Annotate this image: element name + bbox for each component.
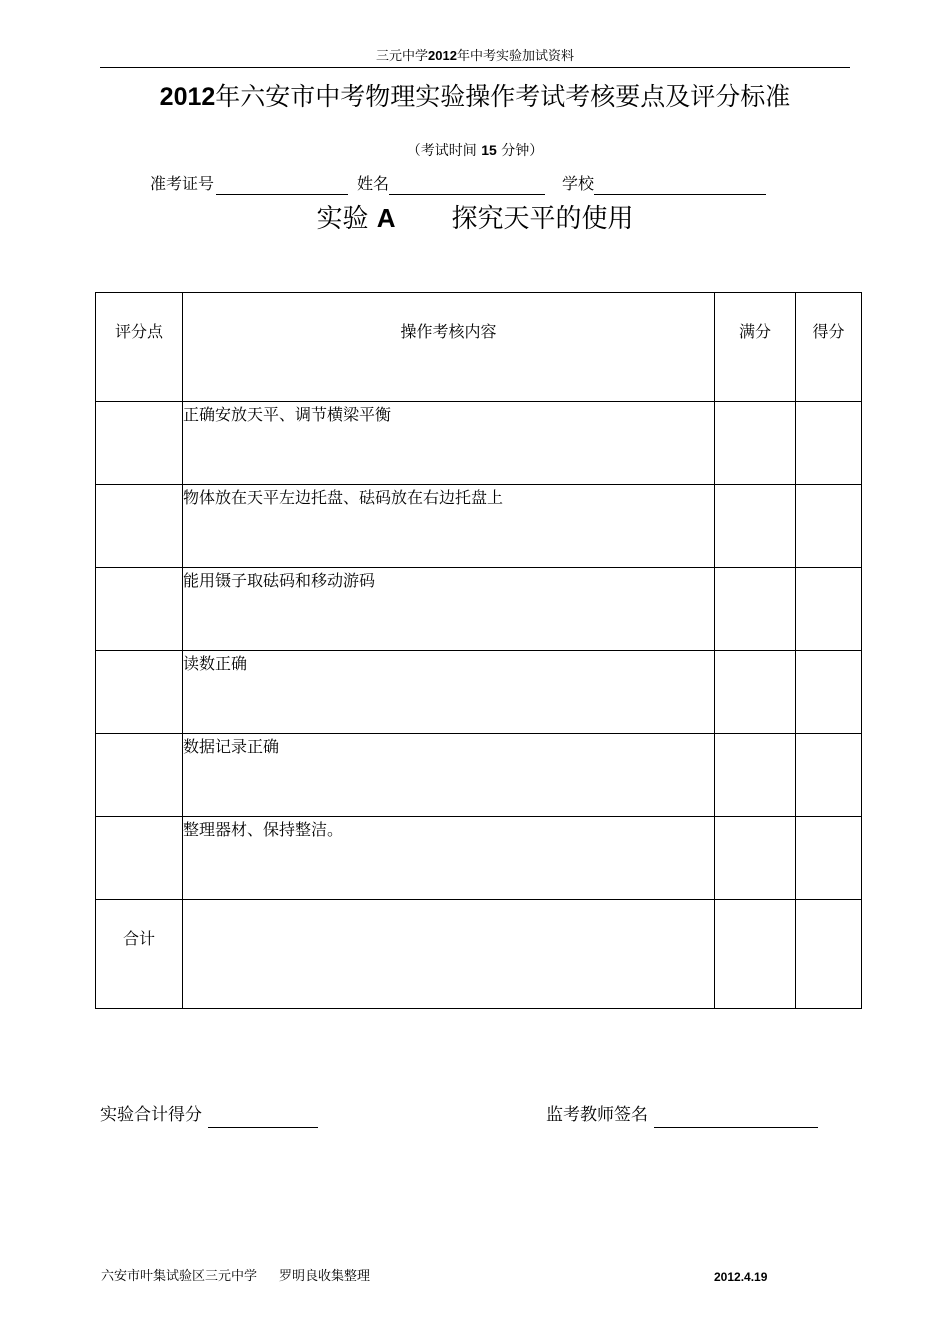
name-label: 姓名 xyxy=(357,174,390,193)
row-full-marks[interactable] xyxy=(715,817,796,900)
total-score-label: 实验合计得分 xyxy=(100,1105,202,1125)
experiment-name: 探究天平的使用 xyxy=(451,204,634,234)
header-rule xyxy=(100,67,850,68)
experiment-letter: A xyxy=(376,203,396,233)
row-full-marks[interactable] xyxy=(715,402,796,485)
row-score[interactable] xyxy=(796,651,862,734)
total-score-blank[interactable] xyxy=(208,1127,318,1128)
row-score[interactable] xyxy=(796,568,862,651)
experiment-label: 实验 xyxy=(316,204,369,234)
header-score: 得分 xyxy=(796,293,862,402)
experiment-title xyxy=(0,200,950,237)
total-label: 合计 xyxy=(96,900,183,1009)
total-row xyxy=(96,900,862,1009)
exam-id-blank[interactable] xyxy=(216,194,348,195)
table-row xyxy=(96,568,862,651)
table-row xyxy=(96,734,862,817)
row-point xyxy=(96,568,183,651)
row-full-marks[interactable] xyxy=(715,568,796,651)
total-score[interactable] xyxy=(796,900,862,1009)
row-point xyxy=(96,402,183,485)
total-content xyxy=(183,900,715,1009)
row-content: 正确安放天平、调节横梁平衡 xyxy=(183,402,715,485)
header-suffix: 年中考实验加试资料 xyxy=(456,49,574,64)
row-content: 数据记录正确 xyxy=(183,734,715,817)
row-content: 物体放在天平左边托盘、砝码放在右边托盘上 xyxy=(183,485,715,568)
table-row xyxy=(96,651,862,734)
footer-compiler: 罗明良收集整理 xyxy=(279,1269,371,1284)
header-year: 2012 xyxy=(428,48,457,63)
footer-org: 六安市叶集试验区三元中学 xyxy=(101,1269,258,1284)
page-title xyxy=(60,80,890,114)
time-suffix: 分钟） xyxy=(501,143,544,159)
row-content: 读数正确 xyxy=(183,651,715,734)
row-score[interactable] xyxy=(796,734,862,817)
table-row xyxy=(96,817,862,900)
row-content: 能用镊子取砝码和移动游码 xyxy=(183,568,715,651)
footer-credit xyxy=(101,1268,370,1286)
header-scoring-point: 评分点 xyxy=(96,293,183,402)
header-full-marks: 满分 xyxy=(715,293,796,402)
row-content: 整理器材、保持整洁。 xyxy=(183,817,715,900)
exam-time-note xyxy=(0,140,950,161)
row-point xyxy=(96,817,183,900)
school-label: 学校 xyxy=(562,174,595,193)
signoff-fields xyxy=(100,1103,850,1133)
footer-date: 2012.4.19 xyxy=(714,1270,768,1284)
table-header-row xyxy=(96,293,862,402)
time-prefix: （考试时间 xyxy=(406,143,477,159)
row-point xyxy=(96,485,183,568)
row-point xyxy=(96,734,183,817)
header-prefix: 三元中学 xyxy=(376,49,429,64)
title-year: 2012 xyxy=(159,83,216,111)
row-full-marks[interactable] xyxy=(715,734,796,817)
row-full-marks[interactable] xyxy=(715,651,796,734)
row-score[interactable] xyxy=(796,485,862,568)
total-full-marks[interactable] xyxy=(715,900,796,1009)
row-full-marks[interactable] xyxy=(715,485,796,568)
row-score[interactable] xyxy=(796,402,862,485)
running-header xyxy=(100,47,850,66)
table-row xyxy=(96,402,862,485)
candidate-fields xyxy=(150,172,850,198)
name-blank[interactable] xyxy=(389,194,545,195)
scoring-table xyxy=(95,292,862,1009)
row-score[interactable] xyxy=(796,817,862,900)
row-point xyxy=(96,651,183,734)
table-row xyxy=(96,485,862,568)
teacher-sign-blank[interactable] xyxy=(654,1127,818,1128)
teacher-sign-label: 监考教师签名 xyxy=(546,1105,648,1125)
school-blank[interactable] xyxy=(594,194,766,195)
title-text: 年六安市中考物理实验操作考试考核要点及评分标准 xyxy=(215,82,791,111)
time-minutes: 15 xyxy=(481,142,497,158)
exam-id-label: 准考证号 xyxy=(150,174,215,193)
header-operation-content: 操作考核内容 xyxy=(183,293,715,402)
